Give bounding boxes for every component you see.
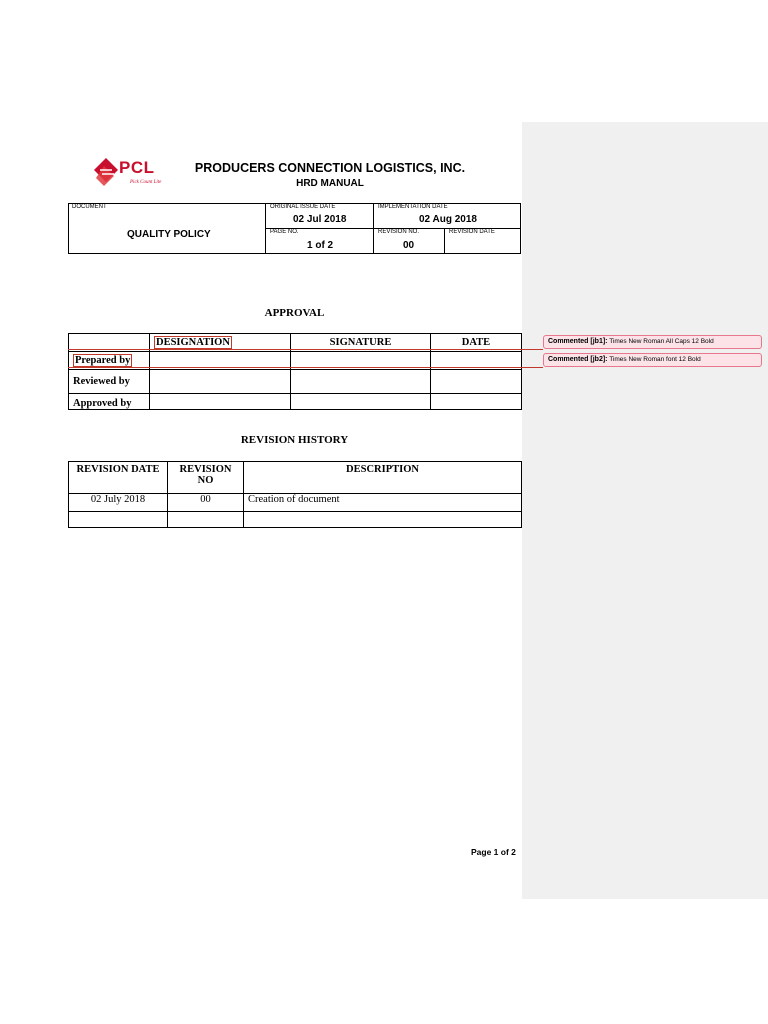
revision-col-no: REVISION NO <box>168 462 244 494</box>
revision-date-cell[interactable] <box>69 512 168 528</box>
revision-description-cell: Creation of document <box>244 494 522 512</box>
table-row <box>69 512 522 528</box>
revision-date-label: REVISION DATE <box>449 229 495 235</box>
comment-text: Times New Roman font 12 Bold <box>609 356 701 363</box>
table-row <box>69 494 522 512</box>
revision-no-label: REVISION NO. <box>378 229 420 235</box>
revision-no-cell[interactable] <box>168 512 244 528</box>
revision-col-description: DESCRIPTION <box>244 462 522 494</box>
revision-description-cell[interactable] <box>244 512 522 528</box>
comment-author: Commented [jb2]: <box>548 356 608 363</box>
revision-date-cell: 02 July 2018 <box>69 494 168 512</box>
approval-designation-cell[interactable] <box>150 394 291 410</box>
revision-no-value: 00 <box>403 240 415 251</box>
approval-row-label: Prepared by <box>69 352 150 370</box>
table-row <box>69 370 522 394</box>
revision-history-table <box>68 461 522 528</box>
approval-date-cell[interactable] <box>431 394 522 410</box>
table-row <box>69 394 522 410</box>
logo-text: PCL <box>119 158 155 177</box>
page-footer: Page 1 of 2 <box>471 847 516 857</box>
comment-text: Times New Roman All Caps 12 Bold <box>609 338 714 345</box>
revision-col-date: REVISION DATE <box>69 462 168 494</box>
document-header-table <box>68 203 521 254</box>
approval-col-designation: DESIGNATION <box>150 334 291 352</box>
comment-balloon[interactable] <box>543 335 762 349</box>
approval-designation-cell[interactable] <box>150 370 291 394</box>
approval-col-date: DATE <box>431 334 522 352</box>
company-name: PRODUCERS CONNECTION LOGISTICS, INC. <box>194 161 466 175</box>
approval-heading: APPROVAL <box>264 307 325 319</box>
comment-pane <box>522 122 768 899</box>
original-issue-value: 02 Jul 2018 <box>293 214 347 225</box>
comment-connector-line <box>68 367 543 368</box>
approval-signature-cell[interactable] <box>291 370 431 394</box>
approval-signature-cell[interactable] <box>291 394 431 410</box>
revision-header-row <box>69 462 522 494</box>
approval-table <box>68 333 522 410</box>
approval-date-cell[interactable] <box>431 370 522 394</box>
comment-balloon[interactable] <box>543 353 762 367</box>
page-no-label: PAGE NO. <box>270 229 299 235</box>
approval-row-label: Approved by <box>69 394 150 410</box>
manual-title: HRD MANUAL <box>296 178 364 189</box>
page-no-value: 1 of 2 <box>307 240 334 251</box>
revision-history-heading: REVISION HISTORY <box>240 434 349 446</box>
approval-row-label: Reviewed by <box>69 370 150 394</box>
implementation-value: 02 Aug 2018 <box>419 214 477 225</box>
document-label: DOCUMENT <box>72 204 107 210</box>
logo-tagline: Pick Count Lite <box>130 180 162 185</box>
implementation-label: IMPLEMENTATION DATE <box>378 204 448 210</box>
comment-author: Commented [jb1]: <box>548 338 608 345</box>
revision-no-cell: 00 <box>168 494 244 512</box>
company-logo <box>94 156 174 192</box>
comment-connector-line <box>68 349 543 350</box>
document-value: QUALITY POLICY <box>127 229 211 240</box>
original-issue-label: ORIGINAL ISSUE DATE <box>270 204 336 210</box>
approval-col-signature: SIGNATURE <box>291 334 431 352</box>
